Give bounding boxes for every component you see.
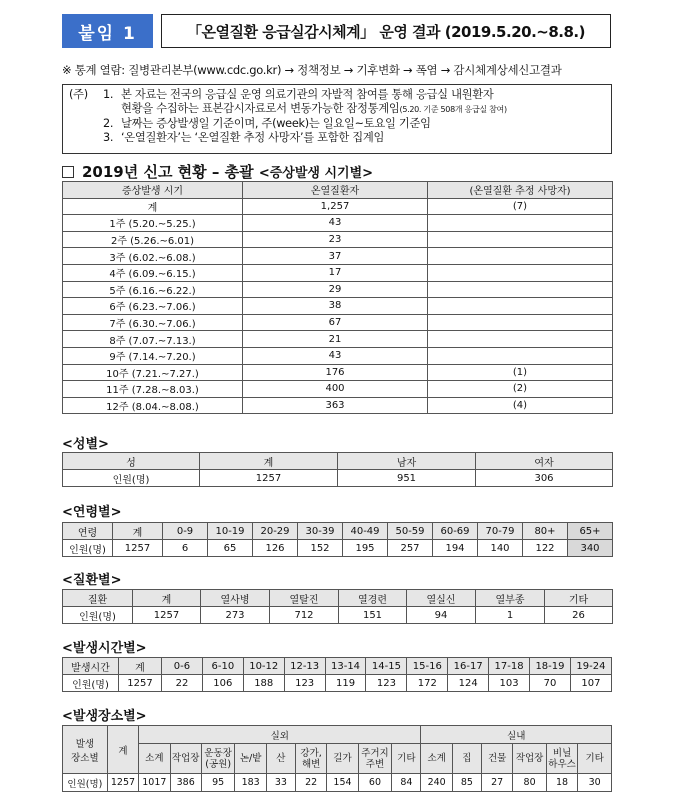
note-prefix: (주) — [69, 88, 88, 101]
table-cell: 1257 — [113, 540, 163, 557]
table-cell: 1 — [476, 607, 545, 624]
column-header: 증상발생 시기 — [63, 182, 243, 199]
notes-box — [62, 84, 612, 154]
table-cell: 712 — [270, 607, 339, 624]
table-cell: 103 — [489, 675, 530, 692]
table-cell: 70 — [530, 675, 571, 692]
table-row — [63, 314, 613, 331]
sex-heading: <성별> — [62, 437, 109, 452]
table-header-row — [63, 744, 612, 774]
column-header: 열경련 — [339, 590, 407, 607]
table-cell: 43 — [243, 347, 428, 364]
column-header: 18-19 — [530, 658, 571, 675]
table-cell: 30 — [578, 774, 612, 792]
column-header: 계 — [133, 590, 201, 607]
table-cell: 126 — [253, 540, 298, 557]
table-cell: (4) — [428, 397, 613, 414]
column-header: 온열질환자 — [243, 182, 428, 199]
column-header: 50-59 — [388, 523, 433, 540]
age-heading: <연령별> — [62, 505, 122, 520]
table-cell: 7주 (6.30.~7.06.) — [63, 314, 243, 331]
table-cell: (2) — [428, 381, 613, 398]
column-header: 건물 — [481, 744, 512, 774]
table-cell: 400 — [243, 381, 428, 398]
disease-heading: <질환별> — [62, 573, 122, 588]
table-cell: 1017 — [139, 774, 170, 792]
column-header: 30-39 — [298, 523, 343, 540]
table-row — [63, 540, 613, 557]
table-cell — [428, 331, 613, 348]
column-header: 발생시간 — [63, 658, 119, 675]
table-cell: 1257 — [118, 675, 161, 692]
table-cell: 6 — [163, 540, 208, 557]
note-number: 1. — [103, 88, 114, 101]
column-header: 열부종 — [476, 590, 545, 607]
column-header: 길가 — [327, 744, 358, 774]
table-cell: 5주 (6.16.~6.22.) — [63, 281, 243, 298]
column-header: 열실신 — [407, 590, 476, 607]
table-cell: 인원(명) — [63, 470, 200, 487]
table-cell: 106 — [202, 675, 243, 692]
time-heading: <발생시간별> — [62, 641, 147, 656]
table-cell: 119 — [325, 675, 366, 692]
column-header: 80+ — [523, 523, 568, 540]
column-header: 계 — [107, 726, 138, 774]
section-subtitle: <증상발생 시기별> — [258, 166, 374, 181]
table-cell: 1257 — [107, 774, 138, 792]
column-header: 작업장 — [170, 744, 201, 774]
table-cell: 194 — [433, 540, 478, 557]
column-header: 0-6 — [162, 658, 203, 675]
table-cell: 인원(명) — [63, 540, 113, 557]
column-header: 40-49 — [343, 523, 388, 540]
column-header: 12-13 — [284, 658, 325, 675]
table-cell: 107 — [570, 675, 611, 692]
table-cell: 22 — [162, 675, 203, 692]
table-cell: 195 — [343, 540, 388, 557]
column-header: 65+ — [568, 523, 613, 540]
table-cell: 386 — [170, 774, 201, 792]
column-header: 17-18 — [489, 658, 530, 675]
age-table — [62, 522, 613, 557]
table-row — [63, 248, 613, 265]
table-cell: (7) — [428, 198, 613, 215]
weekly-table — [62, 181, 613, 414]
table-cell: 9주 (7.14.~7.20.) — [63, 347, 243, 364]
table-cell: 1257 — [133, 607, 201, 624]
table-cell: 인원(명) — [63, 607, 133, 624]
column-header: (온열질환 추정 사망자) — [428, 182, 613, 199]
table-cell: 152 — [298, 540, 343, 557]
table-cell: 23 — [243, 231, 428, 248]
table-row — [63, 215, 613, 232]
table-cell: (1) — [428, 364, 613, 381]
note-number: 2. — [103, 117, 114, 130]
table-cell: 340 — [568, 540, 613, 557]
table-cell: 951 — [338, 470, 476, 487]
table-cell: 계 — [63, 198, 243, 215]
source-line: ※ 통계 열람: 질병관리본부(www.cdc.go.kr) → 정책정보 → 기후변화 → 폭염 → 감시체계상세신고결과 — [62, 63, 562, 77]
note-text: ‘온열질환자’는 ‘온열질환 추정 사망자’를 포함한 집계임 — [121, 131, 385, 144]
table-cell: 257 — [388, 540, 433, 557]
column-header: 작업장 — [513, 744, 547, 774]
table-cell — [428, 264, 613, 281]
table-cell — [428, 314, 613, 331]
table-cell: 65 — [208, 540, 253, 557]
table-cell: 1257 — [200, 470, 338, 487]
table-cell: 1주 (5.20.~5.25.) — [63, 215, 243, 232]
table-cell — [428, 248, 613, 265]
column-header: 논/밭 — [235, 744, 266, 774]
table-cell: 인원(명) — [63, 675, 119, 692]
table-cell: 3주 (6.02.~6.08.) — [63, 248, 243, 265]
table-cell: 151 — [339, 607, 407, 624]
table-cell — [428, 231, 613, 248]
column-header: 소계 — [421, 744, 452, 774]
table-cell: 67 — [243, 314, 428, 331]
column-header: 0-9 — [163, 523, 208, 540]
column-header: 연령 — [63, 523, 113, 540]
attachment-badge: 붙임 1 — [62, 14, 153, 48]
table-cell: 60 — [358, 774, 392, 792]
table-cell: 18 — [546, 774, 577, 792]
column-header: 집 — [452, 744, 481, 774]
table-cell: 29 — [243, 281, 428, 298]
note-item-2 — [69, 117, 605, 131]
column-header: 기타 — [545, 590, 613, 607]
column-header: 16-17 — [448, 658, 489, 675]
note-item-1 — [69, 88, 605, 102]
table-cell: 306 — [476, 470, 613, 487]
table-cell: 124 — [448, 675, 489, 692]
table-cell: 33 — [266, 774, 295, 792]
column-header: 70-79 — [478, 523, 523, 540]
table-cell: 176 — [243, 364, 428, 381]
column-header: 질환 — [63, 590, 133, 607]
table-row — [63, 470, 613, 487]
table-cell: 38 — [243, 298, 428, 315]
column-header: 운동장 (공원) — [201, 744, 235, 774]
table-row — [63, 607, 613, 624]
table-cell: 27 — [481, 774, 512, 792]
table-row — [63, 774, 612, 792]
table-cell: 94 — [407, 607, 476, 624]
table-cell: 6주 (6.23.~7.06.) — [63, 298, 243, 315]
table-header-row — [63, 453, 613, 470]
table-cell: 363 — [243, 397, 428, 414]
table-row — [63, 397, 613, 414]
table-cell: 21 — [243, 331, 428, 348]
table-cell: 172 — [407, 675, 448, 692]
table-cell: 17 — [243, 264, 428, 281]
note-small-text: (5.20. 기준 508개 응급실 참여) — [399, 105, 507, 114]
column-header: 산 — [266, 744, 295, 774]
table-cell — [428, 215, 613, 232]
table-row — [63, 231, 613, 248]
sex-table — [62, 452, 613, 487]
table-row — [63, 364, 613, 381]
table-cell: 273 — [201, 607, 270, 624]
column-header: 여자 — [476, 453, 613, 470]
table-header-row — [63, 590, 613, 607]
column-header: 주거지 주변 — [358, 744, 392, 774]
column-header: 기타 — [578, 744, 612, 774]
table-cell: 123 — [284, 675, 325, 692]
table-cell: 188 — [243, 675, 284, 692]
column-header: 20-29 — [253, 523, 298, 540]
column-header: 10-12 — [243, 658, 284, 675]
note-item-3 — [69, 131, 605, 145]
table-cell: 37 — [243, 248, 428, 265]
table-row — [63, 675, 612, 692]
table-row — [63, 281, 613, 298]
table-row — [63, 381, 613, 398]
table-cell: 2주 (5.26.~6.01) — [63, 231, 243, 248]
time-table — [62, 657, 612, 692]
table-cell: 183 — [235, 774, 266, 792]
table-header-row — [63, 658, 612, 675]
table-cell: 95 — [201, 774, 235, 792]
table-cell: 22 — [295, 774, 326, 792]
table-cell: 84 — [392, 774, 421, 792]
table-cell — [428, 298, 613, 315]
column-header: 비닐 하우스 — [546, 744, 577, 774]
note-text: 현황을 수집하는 표본감시자료로서 변동가능한 잠정통계임 — [121, 102, 400, 115]
table-cell — [428, 281, 613, 298]
table-cell: 43 — [243, 215, 428, 232]
column-header: 계 — [200, 453, 338, 470]
column-header: 13-14 — [325, 658, 366, 675]
table-row — [63, 347, 613, 364]
table-cell: 123 — [366, 675, 407, 692]
table-cell: 85 — [452, 774, 481, 792]
column-header: 열사병 — [201, 590, 270, 607]
table-cell: 인원(명) — [63, 774, 108, 792]
table-cell: 4주 (6.09.~6.15.) — [63, 264, 243, 281]
checkbox-square-icon — [62, 166, 74, 178]
table-cell: 122 — [523, 540, 568, 557]
table-cell: 140 — [478, 540, 523, 557]
table-cell: 240 — [421, 774, 452, 792]
column-header: 계 — [113, 523, 163, 540]
column-header: 기타 — [392, 744, 421, 774]
note-text: 본 자료는 전국의 응급실 운영 의료기관의 자발적 참여를 통해 응급실 내원환자 — [121, 88, 494, 101]
table-row — [63, 264, 613, 281]
table-row — [63, 298, 613, 315]
table-cell: 10주 (7.21.~7.27.) — [63, 364, 243, 381]
column-header: 19-24 — [570, 658, 611, 675]
table-cell — [428, 347, 613, 364]
table-cell: 80 — [513, 774, 547, 792]
group-header-indoor: 실내 — [421, 726, 612, 744]
section-title-text: 2019년 신고 현황 – 총괄 — [82, 163, 254, 181]
table-header-row — [63, 182, 613, 199]
table-cell: 26 — [545, 607, 613, 624]
place-heading: <발생장소별> — [62, 709, 147, 724]
table-cell: 12주 (8.04.~8.08.) — [63, 397, 243, 414]
place-table — [62, 725, 612, 792]
table-header-row — [63, 523, 613, 540]
table-header-row — [63, 726, 612, 744]
note-item-1-continued — [69, 102, 605, 117]
column-header: 강가, 해변 — [295, 744, 326, 774]
column-header: 10-19 — [208, 523, 253, 540]
table-cell: 1,257 — [243, 198, 428, 215]
column-header: 성 — [63, 453, 200, 470]
column-header: 계 — [118, 658, 161, 675]
note-text: 날짜는 증상발생일 기준이며, 주(week)는 일요일~토요일 기준임 — [121, 117, 431, 130]
document-title: 「온열질환 응급실감시체계」 운영 결과 (2019.5.20.~8.8.) — [161, 14, 611, 48]
column-header: 6-10 — [202, 658, 243, 675]
column-header: 14-15 — [366, 658, 407, 675]
table-row — [63, 198, 613, 215]
disease-table — [62, 589, 613, 624]
table-row — [63, 331, 613, 348]
table-cell: 8주 (7.07.~7.13.) — [63, 331, 243, 348]
column-header: 발생 장소별 — [63, 726, 108, 774]
note-number: 3. — [103, 131, 114, 144]
column-header: 남자 — [338, 453, 476, 470]
table-cell: 11주 (7.28.~8.03.) — [63, 381, 243, 398]
column-header: 15-16 — [407, 658, 448, 675]
section-title — [62, 161, 373, 182]
group-header-outdoor: 실외 — [139, 726, 421, 744]
column-header: 열탈진 — [270, 590, 339, 607]
column-header: 소계 — [139, 744, 170, 774]
table-cell: 154 — [327, 774, 358, 792]
column-header: 60-69 — [433, 523, 478, 540]
